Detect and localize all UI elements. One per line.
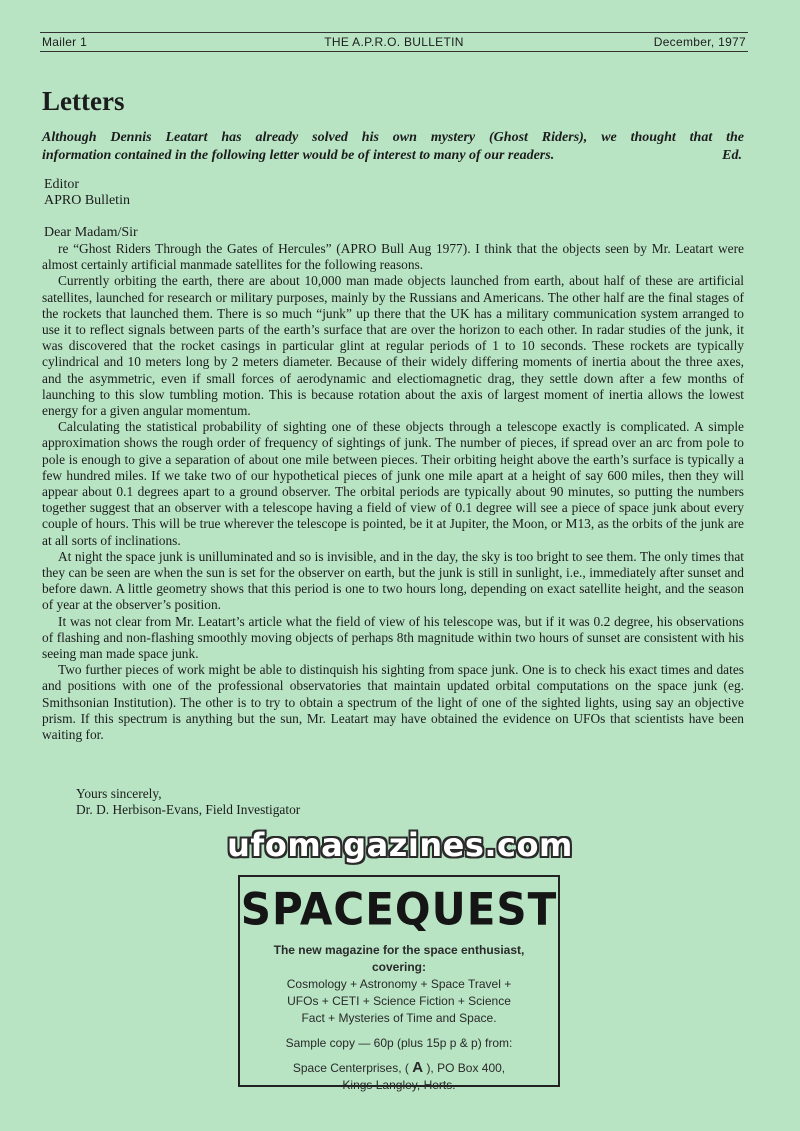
ad-topics-3: Fact + Mysteries of Time and Space. [301, 1011, 497, 1025]
issue-date: December, 1977 [653, 35, 746, 49]
ad-topics-2: UFOs + CETI + Science Fiction + Science [287, 994, 511, 1008]
ad-tagline-2: covering: [371, 960, 426, 974]
signature-line: Dr. D. Herbison-Evans, Field Investigator [76, 802, 301, 818]
ad-contact-town: Kings Langley, Herts. [342, 1078, 456, 1092]
site-watermark: ufomagazines.com [227, 826, 573, 864]
letter-paragraph: Calculating the statistical probability of sighting one of these objects through a telescope exactly is complicated. A simple approximation shows the rough order of frequency of sightings of junk. The number of pieces, if spread over an arc from pole to pole is enough to give a separation of about one mile between pieces. Their orbiting height above the earth’s surface is typically a few hundred miles. If we take two of our hypothetical pieces of junk one mile apart at a height of say 600 miles, then they will appear about 0.1 degrees apart to a ground observer. The orbital periods are typically about 90 minutes, so putting the numbers together suggest that an observer with a telescope having a field of view of 0.1 degree will see a piece of space junk about every couple of hours. This will be true wherever the telescope is pointed, be it at Jupiter, the Moon, or M13, as the orbits of the junk are at all sorts of inclinations. [42, 419, 744, 548]
letter-paragraph: re “Ghost Riders Through the Gates of Hercules” (APRO Bull Aug 1977). I think that the objects seen by Mr. Leatart were almost certainly artificial manmade satellites for the following reasons. [42, 241, 744, 273]
editor-intro-text: information contained in the following letter would be of interest to many of our readers. [42, 148, 555, 163]
addressee [44, 177, 130, 209]
addressee-line-1: Editor [44, 177, 79, 192]
editor-signoff: Ed. [722, 148, 742, 163]
ad-contact-address [240, 1059, 558, 1077]
ad-contact-mark: A [412, 1059, 424, 1076]
letter-paragraph: At night the space junk is unilluminated and so is invisible, and in the day, the sky is too bright to see them. The only times that they can be seen are when the sun is set for the observer on earth, but the junk is still in sunlight, i.e., immediately after sunset and before dawn. A little geometry shows that this period is one to two hours long, depending on exact satellite height, and the season of year at the observer’s position. [42, 548, 744, 613]
editor-intro-line-1: Although Dennis Leatart has already solved his own mystery (Ghost Riders), we thought that the [42, 130, 744, 145]
letter-paragraph: Currently orbiting the earth, there are about 10,000 man made objects launched from earth, about half of these are artificial satellites, launched for research or military purposes, mainly by the Russians and Americans. The other half are the final stages of the rockets that launched them. There is so much “junk” up there that the UK has a military communication system arranged to use it to reflect signals between parts of the earth’s surface that are over the horizon to each other. In radar studies of the junk, it was discovered that the rocket casings in particular glint at regular periods of 1 to 10 seconds. These rockets are typically cylindrical and 10 meters long by 2 meters diameter. Because of their widely differing moments of inertia about the three axes, and the asymmetric, even if small forces of aerodynamic and electiomagnetic drag, they settle down after a few months of launching to this slow tumbling motion. This is because rotation about the axis of largest moment of inertia allows the lowest energy for a given angular momentum. [42, 273, 744, 419]
publication-title: THE A.P.R.O. BULLETIN [324, 35, 464, 49]
letter-body [42, 241, 744, 743]
closing-line: Yours sincerely, [76, 786, 162, 801]
ad-topics-1: Cosmology + Astronomy + Space Travel + [286, 977, 512, 991]
spacequest-advertisement [238, 875, 560, 1092]
salutation: Dear Madam/Sir [44, 225, 138, 240]
ad-contact-name: Space Centerprises, ( [292, 1061, 409, 1075]
letter-paragraph: It was not clear from Mr. Leatart’s article what the field of view of his telescope was, but if it was 0.2 degree, his observations of flashing and non-flashing smoothly moving objects of perhaps 8th magnitude within two hours of sunset are consistent with his seeing man made space junk. [42, 613, 744, 662]
ad-brand-logo: SPACEQUEST [240, 883, 558, 936]
ad-contact-box: ), PO Box 400, [426, 1061, 506, 1075]
ad-sample-offer: Sample copy — 60p (plus 15p p & p) from: [285, 1036, 513, 1050]
mailer-label: Mailer 1 [42, 35, 88, 49]
addressee-line-2: APRO Bulletin [44, 193, 130, 208]
section-title: Letters [42, 86, 125, 116]
editor-intro-line-2 [42, 147, 744, 165]
running-header [40, 32, 748, 52]
letter-paragraph: Two further pieces of work might be able to distinquish his sighting from space junk. One is to check his exact times and dates and positions with one of the professional observatories that maintain updated orbital computations on the space junk (eg. Smithsonian Institution). The other is to try to obtain a spectrum of the light of one of the sighted lights, using say an objective prism. If this spectrum is anything but the sun, Mr. Leatart may have obtained the evidence on UFOs that scientists have been waiting for. [42, 662, 744, 743]
letter-closing [76, 786, 300, 818]
ad-tagline: The new magazine for the space enthusiast, [273, 943, 525, 957]
